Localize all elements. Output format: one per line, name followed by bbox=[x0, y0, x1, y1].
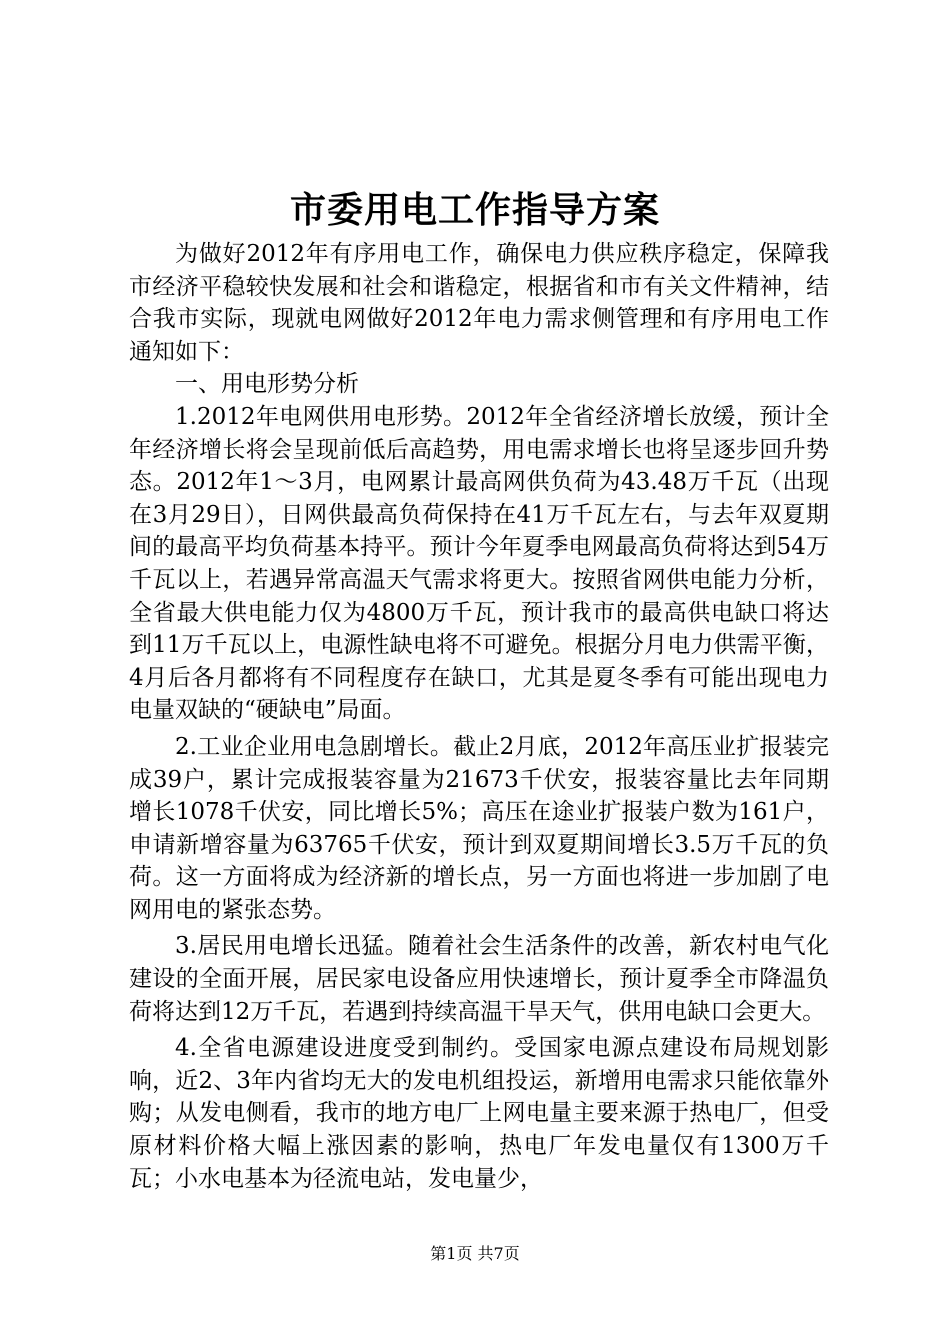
paragraph-item-3: 3.居民用电增长迅猛。随着社会生活条件的改善，新农村电气化建设的全面开展，居民家电设备应用快速增长，预计夏季全市降温负荷将达到12万千瓦，若遇到持续高温干旱天气，供用电缺口会更大。 bbox=[129, 933, 829, 1025]
document-body bbox=[129, 238, 829, 1195]
page-footer: 第1页 共7页 bbox=[430, 1244, 520, 1263]
section-heading: 一、用电形势分析 bbox=[175, 371, 359, 398]
paragraph-item-2: 2.工业企业用电急剧增长。截止2月底，2012年高压业扩报装完成39户，累计完成报装容量为21673千伏安，报装容量比去年同期增长1078千伏安，同比增长5%；高压在途业扩报装户数为161户，申请新增容量为63765千伏安，预计到双夏期间增长3.5万千瓦的负荷。这一方面将成为经济新的增长点，另一方面也将进一步加剧了电网用电的紧张态势。 bbox=[129, 733, 829, 923]
paragraph-intro: 为做好2012年有序用电工作，确保电力供应秩序稳定，保障我市经济平稳较快发展和社会和谐稳定，根据省和市有关文件精神，结合我市实际，现就电网做好2012年电力需求侧管理和有序用电工作通知如下： bbox=[129, 241, 829, 365]
paragraph-item-4: 4.全省电源建设进度受到制约。受国家电源点建设布局规划影响，近2、3年内省均无大的发电机组投运，新增用电需求只能依靠外购；从发电侧看，我市的地方电厂上网电量主要来源于热电厂，但受原材料价格大幅上涨因素的影响，热电厂年发电量仅有1300万千瓦；小水电基本为径流电站，发电量少， bbox=[129, 1035, 829, 1192]
document-title: 市委用电工作指导方案 bbox=[289, 189, 660, 231]
paragraph-item-1: 1.2012年电网供用电形势。2012年全省经济增长放缓，预计全年经济增长将会呈现前低后高趋势，用电需求增长也将呈逐步回升势态。2012年1～3月，电网累计最高网供负荷为43.48万千瓦（出现在3月29日），日网供最高负荷保持在41万千瓦左右，与去年双夏期间的最高平均负荷基本持平。预计今年夏季电网最高负荷将达到54万千瓦以上，若遇异常高温天气需求将更大。按照省网供电能力分析，全省最大供电能力仅为4800万千瓦，预计我市的最高供电缺口将达到11万千瓦以上，电源性缺电将不可避免。根据分月电力供需平衡，4月后各月都将有不同程度存在缺口，尤其是夏冬季有可能出现电力电量双缺的“硬缺电”局面。 bbox=[129, 403, 829, 724]
